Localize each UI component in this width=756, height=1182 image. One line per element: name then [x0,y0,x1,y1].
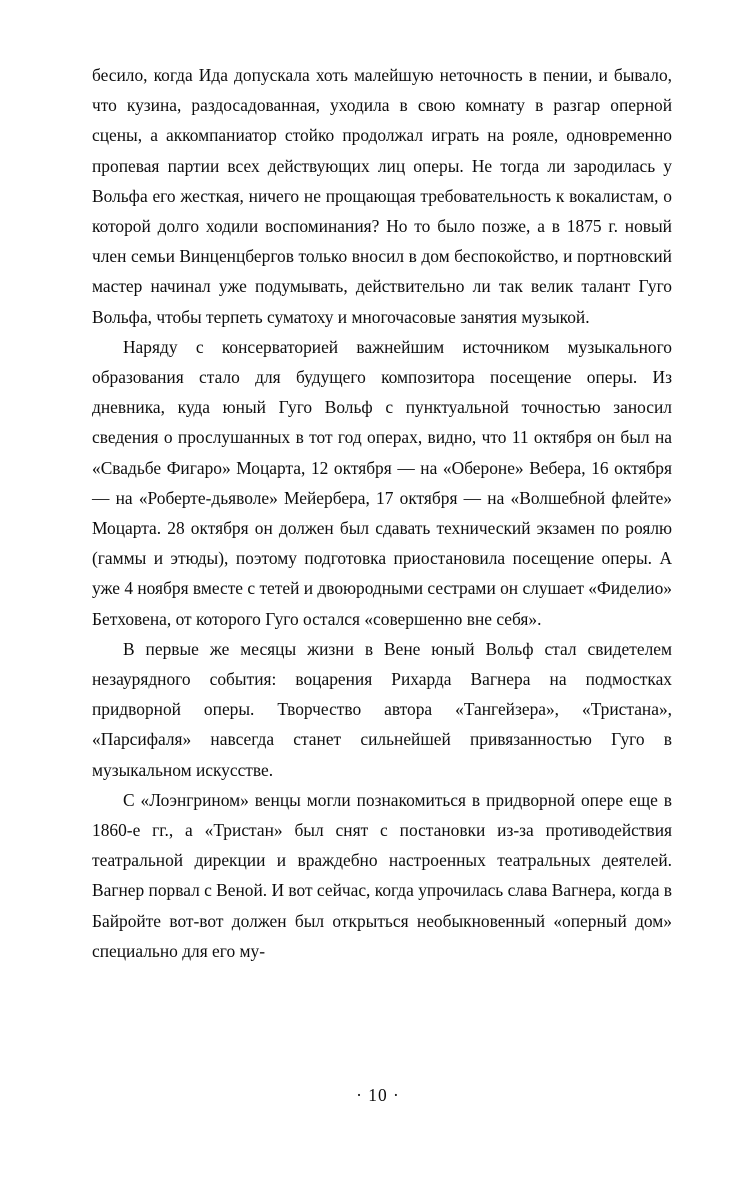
paragraph: Наряду с консерваторией важнейшим источником музыкального образования стало для будущего композитора посещение оперы. Из дневника, куда юный Гуго Вольф с пунктуальной точностью заносил сведения о прослушанных в тот год операх, видно, что 11 октября он был на «Свадьбе Фигаро» Моцарта, 12 октября — на «Обероне» Вебера, 16 октября — на «Роберте-дьяволе» Мейербера, 17 октября — на «Волшебной флейте» Моцарта. 28 октября он должен был сдавать технический экзамен по роялю (гаммы и этюды), поэтому подготовка приостановила посещение оперы. А уже 4 ноября вместе с тетей и двоюродными сестрами он слушает «Фиделио» Бетховена, от которого Гуго остался «совершенно вне себя». [92,336,672,629]
paragraph: бесило, когда Ида допускала хоть малейшую неточность в пении, и бывало, что кузина, раздосадованная, уходила в свою комнату в разгар оперной сцены, а аккомпаниатор стойко продолжал играть на рояле, одновременно пропевая партии всех действующих лиц оперы. Не тогда ли зародилась у Вольфа его жесткая, ничего не прощающая требовательность к вокалистам, о которой долго ходили воспоминания? Но то было позже, а в 1875 г. новый член семьи Винценцбергов только вносил в дом беспокойство, и портновский мастер начинал уже подумывать, действительно ли так велик талант Гуго Вольфа, чтобы терпеть суматоху и многочасовые занятия музыкой. [92,65,672,327]
paragraph: В первые же месяцы жизни в Вене юный Вольф стал свидетелем незаурядного события: воцарения Рихарда Вагнера на подмостках придворной оперы. Творчество автора «Тангейзера», «Тристана», «Парсифаля» навсегда станет сильнейшей привязанностью Гуго в музыкальном искусстве. [92,638,672,780]
paragraph: С «Лоэнгрином» венцы могли познакомиться в придворной опере еще в 1860-е гг., а «Тристан» был снят с постановки из-за противодействия театральной дирекции и враждебно настроенных театральных деятелей. Вагнер порвал с Веной. И вот сейчас, когда упрочилась слава Вагнера, когда в Байройте вот-вот должен был открыться необыкновенный «оперный дом» специально для его му- [92,789,672,961]
body-text-column [92,60,672,966]
page-number: · 10 · [356,1085,400,1105]
